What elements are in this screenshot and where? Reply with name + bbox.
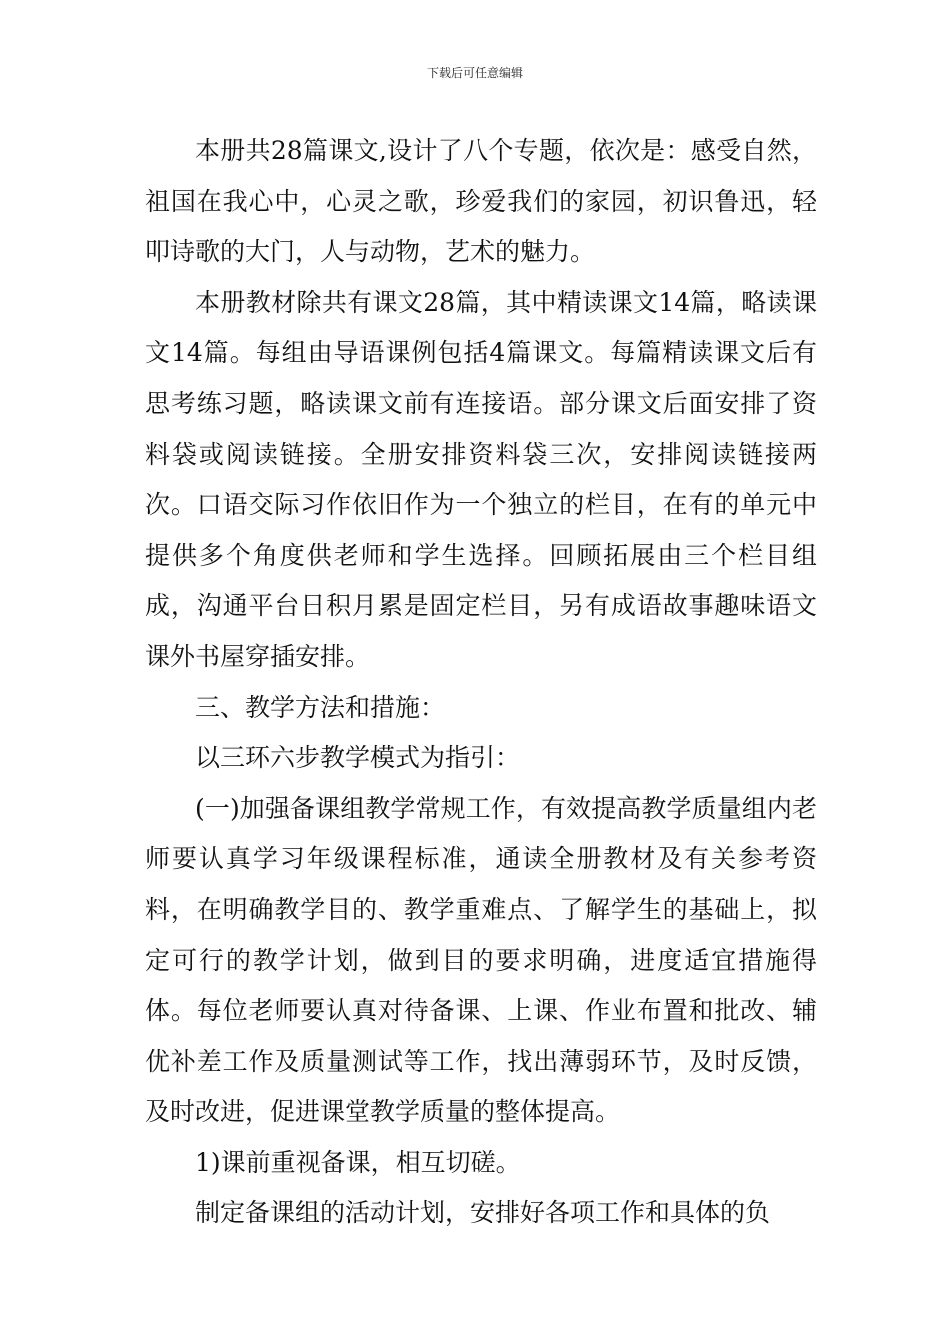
- paragraph-lesson-prep-group: (一)加强备课组教学常规工作，有效提高教学质量组内老师要认真学习年级课程标准，通读全册教材及有关参考资料，在明确教学目的、教学重难点、了解学生的基础上，拟定可行的教学计划，做到目的要求明确，进度适宜措施得体。每位老师要认真对待备课、上课、作业布置和批改、辅优补差工作及质量测试等工作，找出薄弱环节，及时反馈，及时改进，促进课堂教学质量的整体提高。: [145, 793, 817, 1127]
- section-heading-methods: 三、教学方法和措施：: [195, 692, 446, 722]
- paragraph-textbook-structure: 本册教材除共有课文28篇，其中精读课文14篇，略读课文14篇。每组由导语课例包括4篇课文。每篇精读课文后有思考练习题，略读课文前有连接语。部分课文后面安排了资料袋或阅读链接。全册安排资料袋三次，安排阅读链接两次。口语交际习作依旧作为一个独立的栏目，在有的单元中提供多个角度供老师和学生选择。回顾拓展由三个栏目组成，沟通平台日积月累是固定栏目，另有成语故事趣味语文课外书屋穿插安排。: [145, 287, 817, 671]
- paragraph-intro-topics: 本册共28篇课文,设计了八个专题，依次是：感受自然，祖国在我心中，心灵之歌，珍爱我们的家园，初识鲁迅，轻叩诗歌的大门，人与动物，艺术的魅力。: [145, 136, 817, 267]
- paragraph-pre-class-prep: 1)课前重视备课，相互切磋。: [195, 1147, 521, 1177]
- paragraph-activity-plan: 制定备课组的活动计划，安排好各项工作和具体的负: [195, 1198, 771, 1228]
- paragraph-teaching-model: 以三环六步教学模式为指引：: [195, 743, 521, 773]
- page-header: 下载后可任意编辑: [426, 66, 523, 80]
- document-body: [145, 126, 817, 1239]
